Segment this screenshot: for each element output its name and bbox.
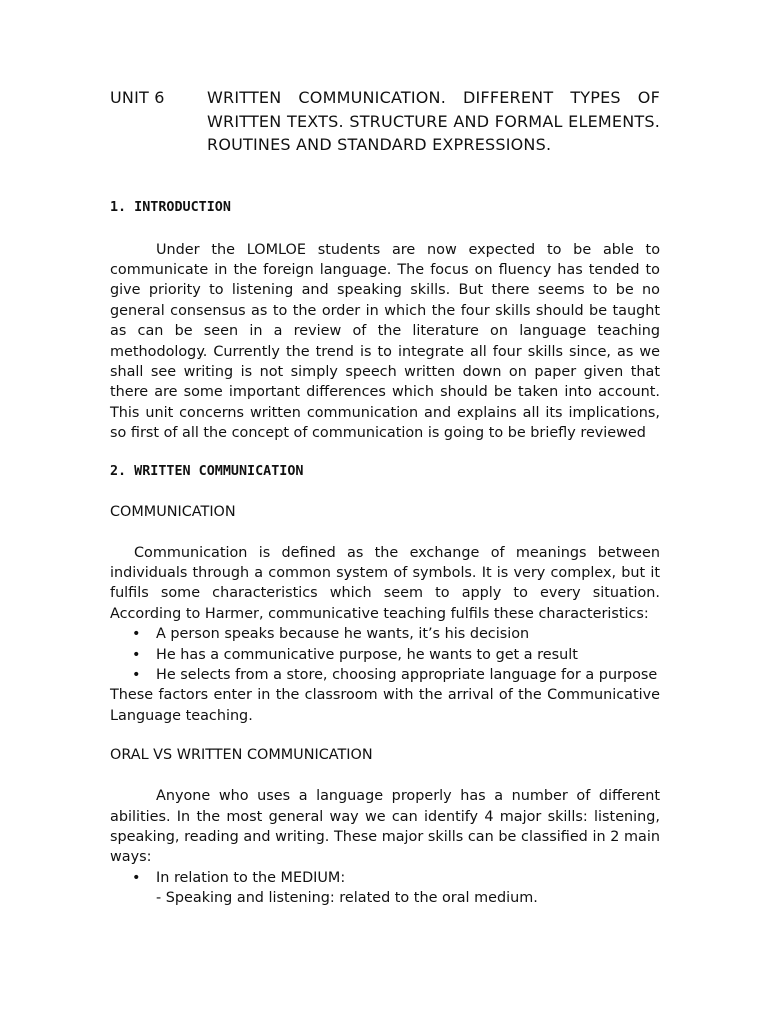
list-item-text: In relation to the MEDIUM:	[156, 869, 346, 886]
spacer	[110, 522, 660, 543]
spacer	[110, 217, 660, 240]
document-page	[110, 86, 660, 909]
bullet-icon: •	[132, 626, 141, 643]
spacer	[110, 765, 660, 786]
communication-closing: These factors enter in the classroom with the arrival of the Communicative Language teaching.	[110, 687, 660, 724]
spacer	[110, 481, 660, 502]
list-item-text: He selects from a store, choosing appropriate language for a purpose	[156, 667, 658, 683]
list-item	[110, 868, 660, 888]
spacer	[110, 726, 660, 745]
bullet-icon: •	[132, 869, 141, 886]
bullet-icon: •	[132, 646, 141, 663]
list-item	[110, 665, 660, 685]
medium-list	[110, 868, 660, 888]
list-item-text: He has a communicative purpose, he wants to get a result	[156, 646, 578, 663]
communication-paragraph: Communication is defined as the exchange of meanings between individuals through a common system of symbols. It is very complex, but it fulfils some characteristics which seem to apply to every situation. According to Harmer, communicative teaching fulfils these characteristics:	[110, 544, 660, 622]
spacer	[110, 157, 660, 199]
list-item-text: A person speaks because he wants, it’s his decision	[156, 626, 530, 643]
list-item	[110, 624, 660, 644]
unit-title: WRITTEN COMMUNICATION. DIFFERENT TYPES OF WRITTEN TEXTS. STRUCTURE AND FORMAL ELEMENTS. ROUTINES AND STANDARD EXPRESSIONS.	[207, 88, 660, 154]
subheading-communication: COMMUNICATION	[110, 503, 236, 520]
subheading-oral-vs-written: ORAL VS WRITTEN COMMUNICATION	[110, 747, 373, 764]
unit-label: UNIT 6	[110, 88, 165, 107]
section-heading-introduction: 1. INTRODUCTION	[110, 199, 231, 215]
section-heading-written-communication: 2. WRITTEN COMMUNICATION	[110, 463, 304, 479]
bullet-icon: •	[132, 667, 141, 683]
sub-list-item: - Speaking and listening: related to the oral medium.	[156, 890, 538, 907]
introduction-paragraph: Under the LOMLOE students are now expected to be able to communicate in the foreign language. The focus on fluency has tended to give priority to listening and speaking skills. But there seems to be no general consensus as to the order in which the four skills should be taught as can be seen in a review of the literature on language teaching methodology. Currently the trend is to integrate all four skills since, as we shall see writing is not simply speech written down on paper given that there are some important differences which should be taken into account. This unit concerns written communication and explains all its implications, so first of all the concept of communication is going to be briefly reviewed	[110, 241, 660, 442]
characteristics-list	[110, 624, 660, 685]
list-item	[110, 645, 660, 665]
unit-header	[110, 86, 660, 157]
spacer	[110, 444, 660, 463]
oral-vs-written-paragraph: Anyone who uses a language properly has a number of different abilities. In the most general way we can identify 4 major skills: listening, speaking, reading and writing. These major skills can be classified in 2 main ways:	[110, 788, 660, 866]
